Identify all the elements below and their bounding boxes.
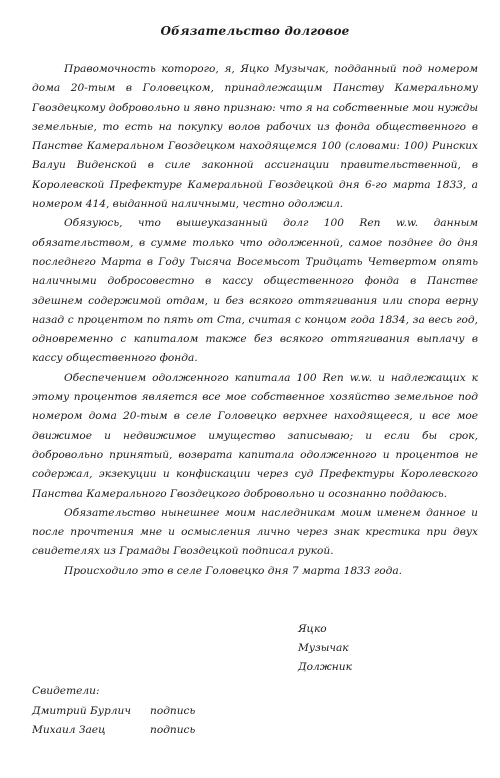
document-title: Обязательство долговое bbox=[160, 24, 350, 38]
debtor-signature bbox=[298, 620, 352, 677]
signature-role: Должник bbox=[298, 661, 352, 673]
signature-last-name: Музычак bbox=[298, 642, 349, 654]
witness-sign: подпись bbox=[150, 724, 196, 736]
witness-name: Михаил Заец bbox=[32, 724, 106, 736]
witnesses-block bbox=[32, 682, 195, 741]
signature-first-name: Яцко bbox=[298, 623, 327, 635]
document-body bbox=[32, 60, 478, 581]
paragraph-5: Происходило это в селе Головецко дня 7 марта 1833 года. bbox=[64, 564, 403, 577]
paragraph-1: Правомочность которого, я, Яцко Музычак, подданный под номером дома 20-тым в Головецком, принадлежащим Панству Камеральному Гвоздецкому добровольно и явно признаю: что я на собственные мои нужды земельные, то есть на покупку волов рабочих из фонда общественного в Панстве Камеральном Гвоздецком находящемся 100 (словами: 100) Ринских Валуи Виденской в силе законной ассигнации правительственной, в Королевской Префектуре Камеральной Гвоздецкой дня 6-го марта 1833, а номером 414, выданной наличными, честно одолжил. bbox=[32, 63, 478, 211]
witness-row bbox=[32, 702, 195, 722]
witness-name: Дмитрий Бурлич bbox=[32, 704, 131, 717]
paragraph-4: Обязательство нынешнее моим наследникам моим именем данное и после прочтения мне и осмысления лично через знак крестика при двух свидетелях из Грамады Гвоздецкой подписал рукой. bbox=[32, 506, 478, 558]
witness-row bbox=[32, 721, 195, 741]
witnesses-label: Свидетели: bbox=[32, 685, 100, 697]
witness-sign: подпись bbox=[150, 704, 196, 717]
paragraph-2: Обязуюсь, что вышеуказанный долг 100 Ren w.w. данным обязательством, в сумме только что одолженной, самое позднее до дня последнего Марта в Году Тысяча Восемьсот Тридцать Четвертом опять наличными добросовестно в кассу общественного фонда в Панстве здешнем содержимой отдам, и без всякого оттягивания или спора верну назад с процентом по пять от Ста, считая с концом года 1834, за весь год, одновременно с капиталом также без всякого оттягивания выплачу в кассу общественного фонда. bbox=[32, 217, 478, 365]
paragraph-3: Обеспечением одолженного капитала 100 Ren w.w. и надлежащих к этому процентов является все мое собственное хозяйство земельное под номером дома 20-тым в селе Головецко верхнее находящееся, и все мое движимое и недвижимое имущество записываю; и если бы срок, добровольно принятый, возврата капитала одолженного и процентов не содержал, экзекуции и конфискации через суд Префектуры Королевского Панства Камерального Гвоздецкого добровольно и осознанно поддаюсь. bbox=[32, 371, 478, 500]
